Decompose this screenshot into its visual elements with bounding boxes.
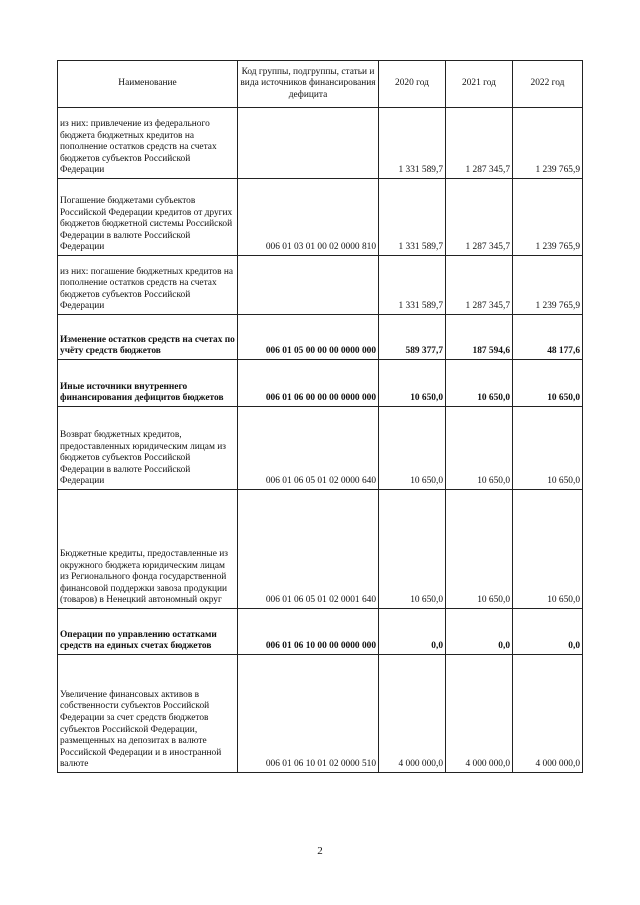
row-value-2020: 10 650,0 — [379, 490, 446, 609]
row-value-2022: 10 650,0 — [513, 407, 583, 490]
row-value-2022: 4 000 000,0 — [513, 655, 583, 773]
row-value-2021: 0,0 — [446, 609, 513, 655]
table-row — [58, 108, 583, 179]
row-value-2022: 10 650,0 — [513, 490, 583, 609]
financing-sources-table — [57, 60, 583, 773]
row-name: из них: привлечение из федерального бюджета бюджетных кредитов на пополнение остатков средств на счетах бюджетов субъектов Российской Федерации — [58, 108, 238, 179]
row-name: Увеличение финансовых активов в собственности субъектов Российской Федерации за счет средств бюджетов субъектов Российской Федерации, размещенных на депозитах в валюте Российской Федерации и в иностранной валюте — [58, 655, 238, 773]
header-2021: 2021 год — [446, 61, 513, 108]
row-value-2020: 10 650,0 — [379, 360, 446, 407]
row-value-2021: 1 287 345,7 — [446, 256, 513, 315]
header-name: Наименование — [58, 61, 238, 108]
row-code: 006 01 05 00 00 00 0000 000 — [238, 315, 379, 360]
row-code: 006 01 06 10 01 02 0000 510 — [238, 655, 379, 773]
table-row — [58, 256, 583, 315]
row-value-2021: 1 287 345,7 — [446, 108, 513, 179]
row-value-2020: 1 331 589,7 — [379, 179, 446, 256]
row-code: 006 01 06 05 01 02 0001 640 — [238, 490, 379, 609]
row-name: Погашение бюджетами субъектов Российской Федерации кредитов от других бюджетов бюджетной системы Российской Федерации в валюте Российской Федерации — [58, 179, 238, 256]
row-value-2022: 48 177,6 — [513, 315, 583, 360]
row-value-2020: 1 331 589,7 — [379, 256, 446, 315]
row-value-2022: 1 239 765,9 — [513, 256, 583, 315]
row-value-2021: 10 650,0 — [446, 490, 513, 609]
row-code: 006 01 06 10 00 00 0000 000 — [238, 609, 379, 655]
header-2020: 2020 год — [379, 61, 446, 108]
table-row — [58, 490, 583, 609]
row-name: Бюджетные кредиты, предоставленные из окружного бюджета юридическим лицам из Регионального фонда государственной финансовой поддержки завоза продукции (товаров) в Ненецкий автономный округ — [58, 490, 238, 609]
row-value-2020: 1 331 589,7 — [379, 108, 446, 179]
row-code: 006 01 06 00 00 00 0000 000 — [238, 360, 379, 407]
row-value-2022: 1 239 765,9 — [513, 108, 583, 179]
table-row — [58, 407, 583, 490]
row-code — [238, 256, 379, 315]
row-value-2020: 4 000 000,0 — [379, 655, 446, 773]
row-value-2021: 1 287 345,7 — [446, 179, 513, 256]
row-value-2021: 10 650,0 — [446, 407, 513, 490]
row-code: 006 01 03 01 00 02 0000 810 — [238, 179, 379, 256]
row-name: Изменение остатков средств на счетах по учёту средств бюджетов — [58, 315, 238, 360]
row-name: Иные источники внутреннего финансирования дефицитов бюджетов — [58, 360, 238, 407]
page-number: 2 — [317, 845, 323, 857]
header-code: Код группы, подгруппы, статьи и вида источников финансирования дефицита — [238, 61, 379, 108]
row-value-2022: 0,0 — [513, 609, 583, 655]
header-2022: 2022 год — [513, 61, 583, 108]
table-row — [58, 609, 583, 655]
table-row — [58, 179, 583, 256]
row-value-2021: 187 594,6 — [446, 315, 513, 360]
row-value-2022: 1 239 765,9 — [513, 179, 583, 256]
row-value-2021: 4 000 000,0 — [446, 655, 513, 773]
row-value-2020: 0,0 — [379, 609, 446, 655]
row-value-2020: 10 650,0 — [379, 407, 446, 490]
row-value-2022: 10 650,0 — [513, 360, 583, 407]
table-row — [58, 655, 583, 773]
row-code — [238, 108, 379, 179]
row-code: 006 01 06 05 01 02 0000 640 — [238, 407, 379, 490]
row-value-2020: 589 377,7 — [379, 315, 446, 360]
table-header-row — [58, 61, 583, 108]
row-name: Возврат бюджетных кредитов, предоставленных юридическим лицам из бюджетов субъектов Российской Федерации в валюте Российской Федерации — [58, 407, 238, 490]
row-value-2021: 10 650,0 — [446, 360, 513, 407]
row-name: из них: погашение бюджетных кредитов на пополнение остатков средств на счетах бюджетов субъектов Российской Федерации — [58, 256, 238, 315]
row-name: Операции по управлению остатками средств на единых счетах бюджетов — [58, 609, 238, 655]
table-row — [58, 360, 583, 407]
table-row — [58, 315, 583, 360]
